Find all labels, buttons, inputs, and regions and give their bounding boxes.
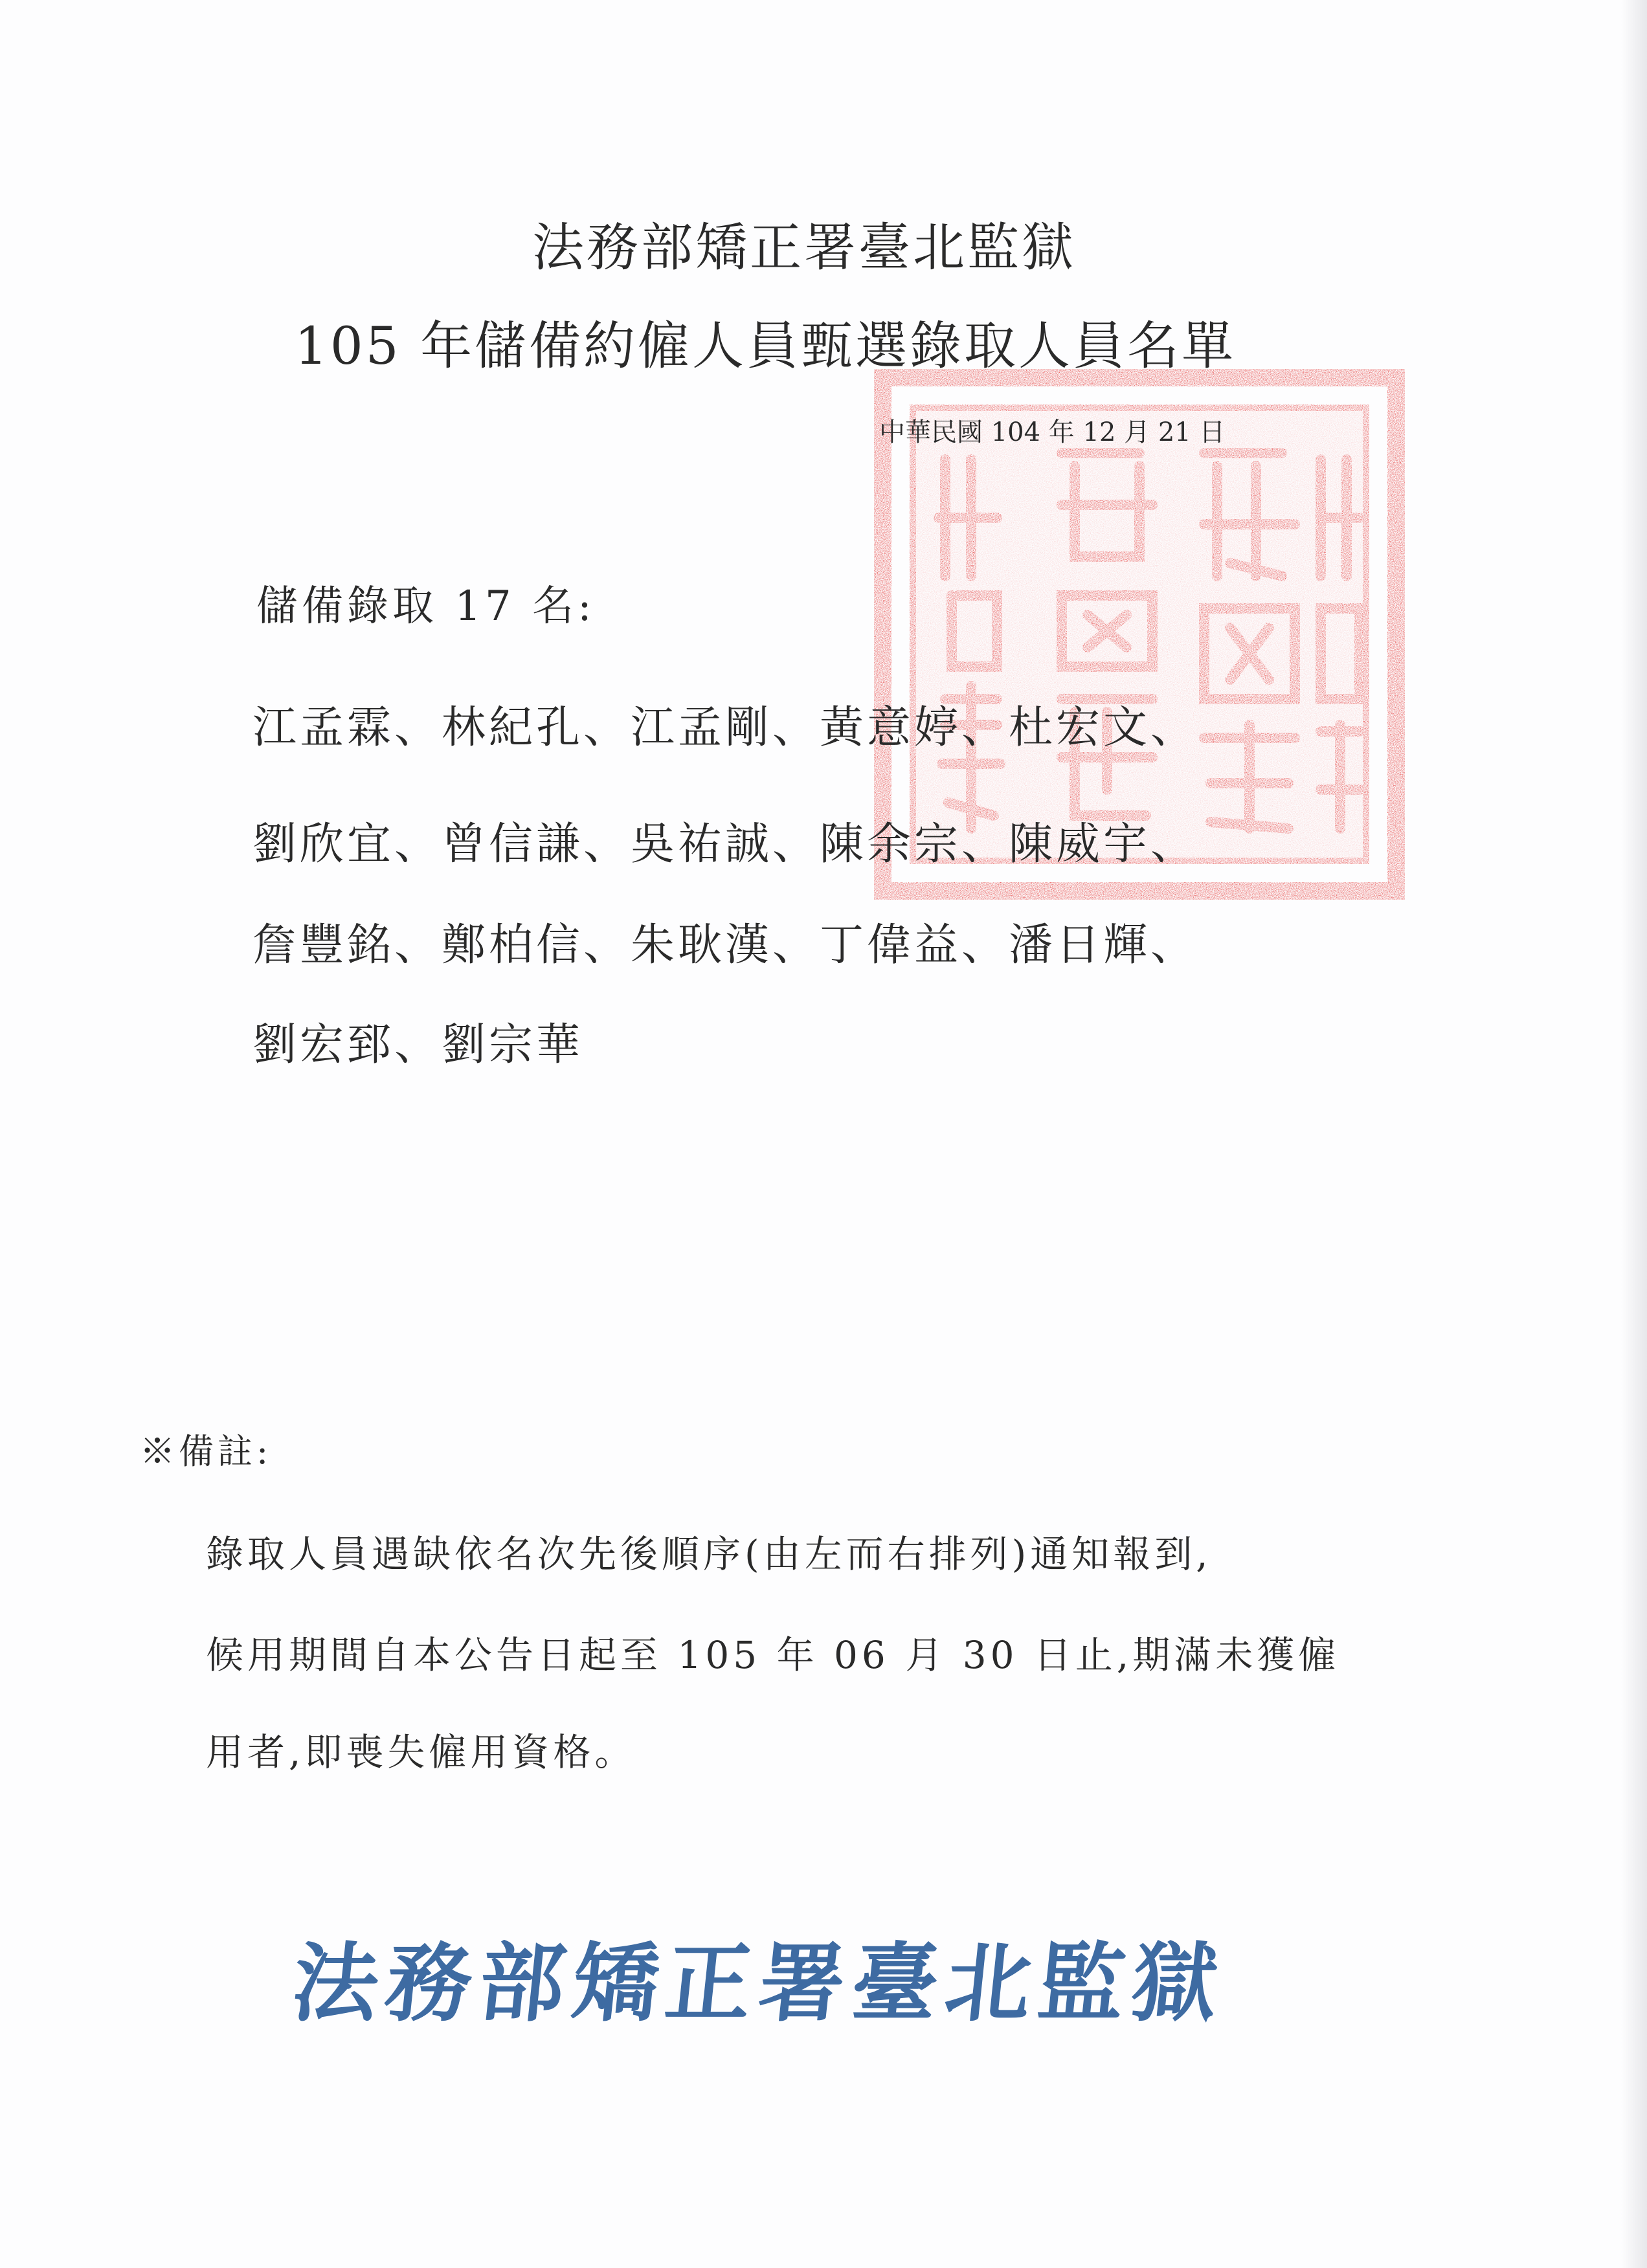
remarks-line: 候用期間自本公告日起至 105 年 06 月 30 日止,期滿未獲僱 [206, 1633, 1340, 1677]
admitted-names-line: 劉宏郅、劉宗華 [252, 1019, 584, 1071]
org-title: 法務部矯正署臺北監獄 [532, 217, 1076, 278]
admission-quota: 儲備錄取 17 名: [256, 583, 596, 630]
institution-name-stamp: 法務部矯正署臺北監獄 [287, 1934, 1231, 2034]
remarks-heading: ※備註: [140, 1431, 273, 1472]
admitted-names-line: 詹豐銘、鄭柏信、朱耿漢、丁偉益、潘日輝、 [252, 920, 1198, 971]
remarks-line: 錄取人員遇缺依名次先後順序(由左而右排列)通知報到, [206, 1532, 1212, 1576]
document-title: 105 年儲備約僱人員甄選錄取人員名單 [294, 316, 1237, 376]
admitted-names-line: 江孟霖、林紀孔、江孟剛、黃意婷、杜宏文、 [252, 702, 1198, 753]
admitted-names-line: 劉欣宜、曾信謙、吳祐誠、陳余宗、陳威宇、 [252, 819, 1198, 870]
remarks-line: 用者,即喪失僱用資格。 [206, 1730, 636, 1774]
scan-edge-shadow [1621, 0, 1647, 2268]
announcement-date: 中華民國 104 年 12 月 21 日 [879, 417, 1226, 447]
